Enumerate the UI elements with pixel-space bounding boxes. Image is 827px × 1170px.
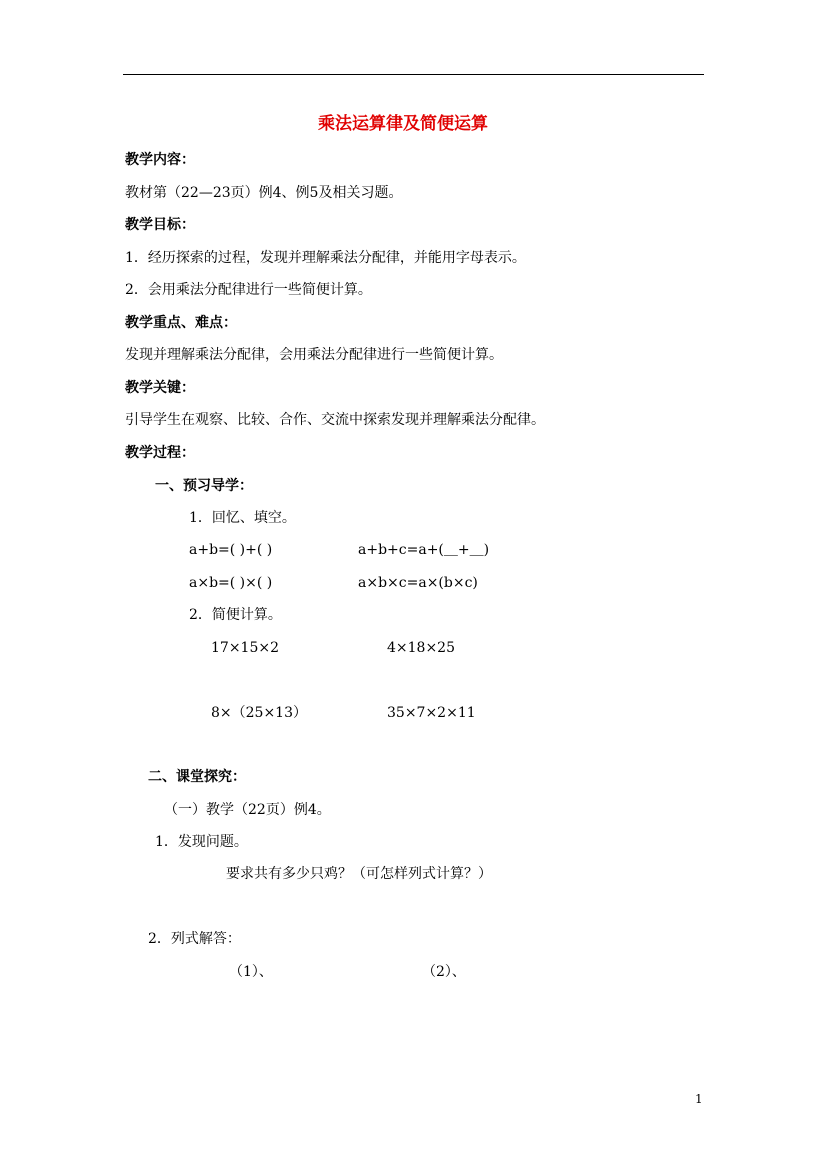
step-find-problem: 1．发现问题。 <box>155 834 248 850</box>
focus-text: 发现并理解乘法分配律，会用乘法分配律进行一些简便计算。 <box>125 347 503 363</box>
formula-2a: a×b=( )×( ) <box>189 575 273 591</box>
calc-2: 4×18×25 <box>387 640 455 656</box>
sub-heading-example: （一）教学（22页）例4。 <box>164 802 331 818</box>
content-text: 教材第（22—23页）例4、例5及相关习题。 <box>125 185 403 201</box>
header-rule <box>123 74 704 75</box>
calc-1: 17×15×2 <box>211 640 279 656</box>
key-text: 引导学生在观察、比较、合作、交流中探索发现并理解乘法分配律。 <box>125 412 545 428</box>
step-solve: 2．列式解答： <box>148 931 241 947</box>
calc-4: 35×7×2×11 <box>387 705 476 721</box>
content-heading: 教学内容： <box>125 152 195 168</box>
page-title: 乘法运算律及简便运算 <box>318 114 488 134</box>
calc-3: 8×（25×13） <box>211 705 307 721</box>
item-simple-calc: 2．简便计算。 <box>189 607 282 623</box>
section-heading-preview: 一、预习导学： <box>155 478 253 494</box>
question-text: 要求共有多少只鸡？（可怎样列式计算？） <box>226 866 492 882</box>
section-heading-explore: 二、课堂探究： <box>148 769 246 785</box>
answer-1: （1）、 <box>229 964 273 980</box>
answer-2: （2）、 <box>422 964 466 980</box>
formula-1b: a+b+c=a+(＿+＿) <box>358 542 490 558</box>
process-heading: 教学过程： <box>125 445 195 461</box>
formula-1a: a+b=( )+( ) <box>189 542 273 558</box>
goal-2: 2．会用乘法分配律进行一些简便计算。 <box>125 282 372 298</box>
formula-2b: a×b×c=a×(b×c) <box>358 575 478 591</box>
goal-1: 1．经历探索的过程，发现并理解乘法分配律，并能用字母表示。 <box>125 250 526 266</box>
focus-heading: 教学重点、难点： <box>125 315 237 331</box>
key-heading: 教学关键： <box>125 380 195 396</box>
page-number: 1 <box>695 1092 703 1106</box>
item-recall: 1．回忆、填空。 <box>189 510 296 526</box>
goals-heading: 教学目标： <box>125 217 195 233</box>
